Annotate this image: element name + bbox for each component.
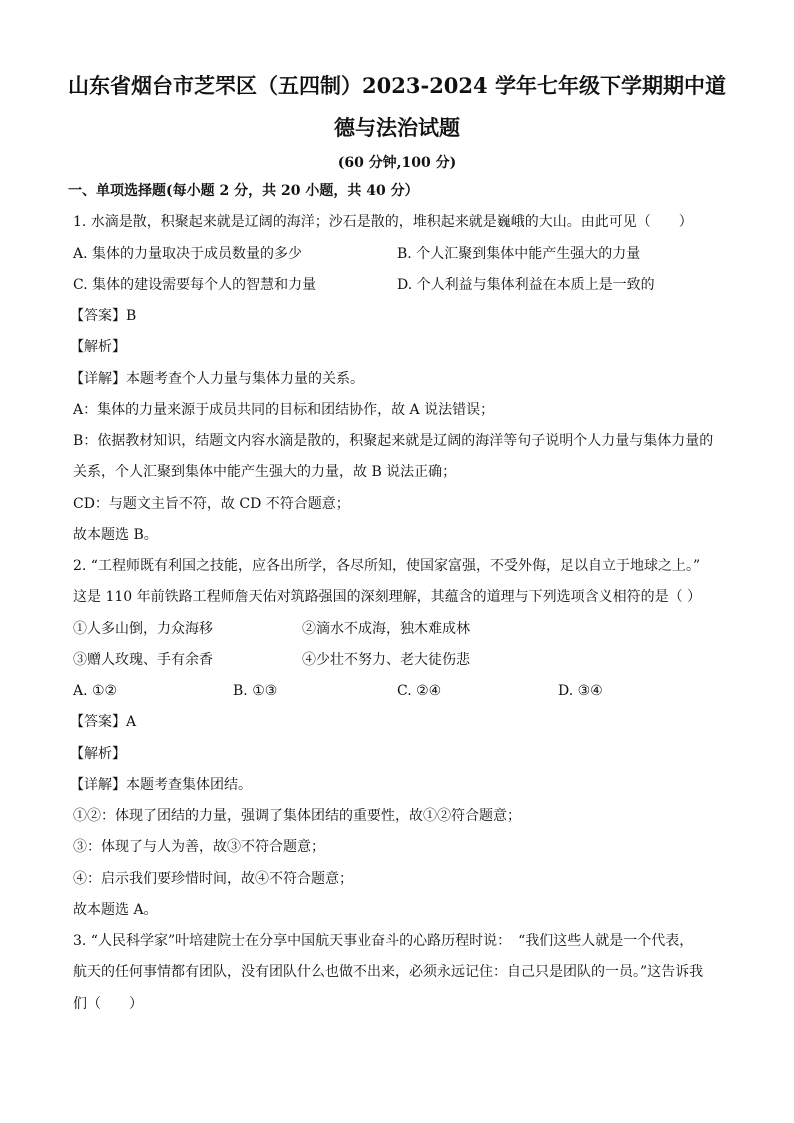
q2-stem-line1: 2. “工程师既有利国之技能，应各出所学，各尽所知，使国家富强，不受外侮，足以自立于地球之上。” <box>73 558 701 574</box>
q3-stem-line1: 3. “人民科学家”叶培建院士在分享中国航天事业奋斗的心路历程时说： “我们这些人就是一个代表， <box>73 933 694 949</box>
q1-stem: 1. 水滴是散，积聚起来就是辽阔的海洋；沙石是散的，堆积起来就是巍峨的大山。由此可见（ ） <box>73 214 693 230</box>
q3-stem-line3: 们（ ） <box>73 996 143 1012</box>
document-title-line1: 山东省烟台市芝罘区（五四制）2023-2024 学年七年级下学期期中道 <box>68 73 726 98</box>
q2-conclusion: 故本题选 A。 <box>73 902 158 918</box>
q2-explanation-line: ④：启示我们要珍惜时间，故④不符合题意； <box>73 871 353 887</box>
q2-detail: 【详解】本题考查集体团结。 <box>70 777 252 793</box>
q2-option-c: C. ②④ <box>397 683 442 699</box>
q2-option-a: A. ①② <box>73 683 118 699</box>
q2-explanation-line: ③：体现了与人为善，故③不符合题意； <box>73 839 325 855</box>
q2-stem-line2: 这是 110 年前铁路工程师詹天佑对筑路强国的深刻理解，其蕴含的道理与下列选项含义相符的是（ ） <box>73 589 702 605</box>
q1-answer: 【答案】B <box>70 308 137 324</box>
q2-option-d: D. ③④ <box>558 683 603 699</box>
q1-option-d: D. 个人利益与集体利益在本质上是一致的 <box>397 277 655 293</box>
exam-duration-score: (60 分钟,100 分) <box>337 155 457 171</box>
q2-item-3: ③赠人玫瑰、手有余香 <box>73 652 213 668</box>
q2-item-1: ①人多山倒，力众海移 <box>73 621 213 637</box>
q1-analysis-label: 【解析】 <box>70 339 126 355</box>
q1-option-b: B. 个人汇聚到集体中能产生强大的力量 <box>397 246 641 262</box>
q2-item-2: ②滴水不成海，独木难成林 <box>302 621 470 637</box>
q1-explanation-line: A：集体的力量来源于成员共同的目标和团结协作，故 A 说法错误； <box>73 402 495 418</box>
q1-explanation-line: B：依据教材知识，结题文内容水滴是散的，积聚起来就是辽阔的海洋等句子说明个人力量与集体力量的 <box>73 433 714 449</box>
q2-answer: 【答案】A <box>70 714 137 730</box>
q2-item-4: ④少壮不努力、老大徒伤悲 <box>302 652 470 668</box>
q2-explanation-line: ①②：体现了团结的力量，强调了集体团结的重要性，故①②符合题意； <box>73 808 521 824</box>
q1-option-a: A. 集体的力量取决于成员数量的多少 <box>73 246 303 262</box>
q1-option-c: C. 集体的建设需要每个人的智慧和力量 <box>73 277 317 293</box>
q1-explanation-line: CD：与题文主旨不符，故 CD 不符合题意； <box>73 496 350 512</box>
section-heading: 一、单项选择题(每小题 2 分，共 20 小题，共 40 分） <box>68 183 419 199</box>
q2-option-b: B. ①③ <box>233 683 278 699</box>
q1-explanation-line: 关系，个人汇聚到集体中能产生强大的力量，故 B 说法正确； <box>73 464 457 480</box>
q2-analysis-label: 【解析】 <box>70 746 126 762</box>
q1-conclusion: 故本题选 B。 <box>73 527 158 543</box>
document-title-line2: 德与法治试题 <box>334 115 460 140</box>
q1-detail: 【详解】本题考查个人力量与集体力量的关系。 <box>70 371 364 387</box>
q3-stem-line2: 航天的任何事情都有团队，没有团队什么也做不出来，必须永远记住：自己只是团队的一员。”这告诉我 <box>73 964 704 980</box>
